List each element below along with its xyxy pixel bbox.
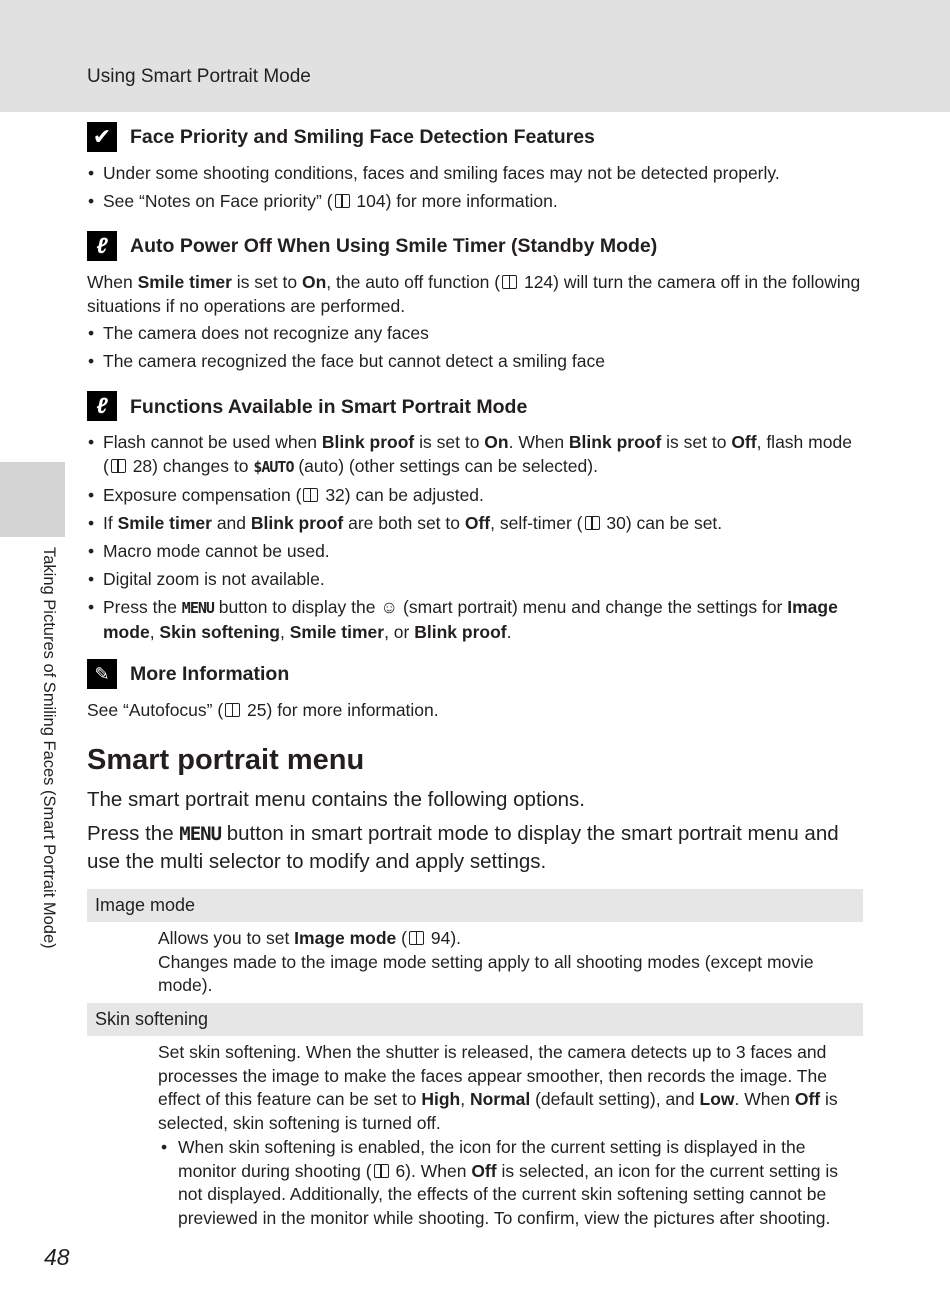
list-item: • The camera does not recognize any faces	[87, 321, 862, 345]
list-item: • The camera recognized the face but cannot detect a smiling face	[87, 349, 862, 373]
intro-paragraph: The smart portrait menu contains the following options.	[87, 788, 585, 811]
menu-button-icon: MENU	[179, 823, 222, 845]
list-item: • If Smile timer and Blink proof are both set to Off, self-timer ( 30) can be set.	[87, 511, 862, 535]
more-info-paragraph: See “Autofocus” ( 25) for more information.	[87, 700, 439, 720]
note-icon: ℓ	[87, 391, 117, 421]
section-heading-auto-power-off: Auto Power Off When Using Smile Timer (Standby Mode)	[130, 235, 658, 257]
running-header: Using Smart Portrait Mode	[87, 66, 311, 87]
book-reference-icon	[303, 488, 318, 502]
section-heading-face-priority: Face Priority and Smiling Face Detection Features	[130, 126, 595, 148]
skin-softening-list	[158, 1136, 858, 1230]
book-reference-icon	[374, 1164, 389, 1178]
functions-list	[87, 430, 862, 648]
section-heading-functions: Functions Available in Smart Portrait Mode	[130, 396, 528, 418]
menu-button-icon: MENU	[181, 599, 214, 617]
page-number: 48	[44, 1244, 70, 1270]
list-item: • See “Notes on Face priority” ( 104) for more information.	[87, 189, 862, 213]
more-info-icon: ✎	[87, 659, 117, 689]
list-item: • Under some shooting conditions, faces and smiling faces may not be detected properly.	[87, 161, 862, 185]
menu-option-image-mode: Image mode	[87, 889, 863, 922]
intro-paragraph-2: Press the MENU button in smart portrait mode to display the smart portrait menu and use the multi selector to modify and apply settings.	[87, 822, 839, 873]
section-heading-more-info: More Information	[130, 663, 290, 685]
book-reference-icon	[335, 194, 350, 208]
header-band	[0, 0, 950, 112]
menu-option-skin-softening: Skin softening	[87, 1003, 863, 1036]
list-item: • When skin softening is enabled, the icon for the current setting is displayed in the monitor during shooting ( 6). When Off is selected, an icon for the current setting is not displayed. Additionally, the effects of the current skin softening setting cannot be previewed in the monitor while shooting. To confirm, view the pictures after shooting.	[158, 1136, 858, 1230]
book-reference-icon	[111, 459, 126, 473]
image-mode-description: Allows you to set Image mode ( 94). Changes made to the image mode setting apply to all shooting modes (except movie mode).	[158, 928, 814, 995]
list-item: • Exposure compensation ( 32) can be adjusted.	[87, 483, 862, 507]
list-item: • Flash cannot be used when Blink proof is set to On. When Blink proof is set to Off, flash mode ( 28) changes to $AUTO (auto) (other settings can be selected).	[87, 430, 862, 479]
book-reference-icon	[409, 931, 424, 945]
note-icon: ℓ	[87, 231, 117, 261]
list-item: • Macro mode cannot be used.	[87, 539, 862, 563]
chapter-side-label: Taking Pictures of Smiling Faces (Smart Portrait Mode)	[40, 547, 58, 949]
list-item: • Press the MENU button to display the ☺ (smart portrait) menu and change the settings for Image mode, Skin softening, Smile timer, or Blink proof.	[87, 595, 862, 644]
flash-auto-icon: $AUTO	[253, 458, 294, 476]
book-reference-icon	[502, 275, 517, 289]
checkmark-icon: ✔	[87, 122, 117, 152]
auto-power-off-list	[87, 321, 862, 377]
list-item: • Digital zoom is not available.	[87, 567, 862, 591]
section-face-priority-list	[87, 161, 862, 217]
book-reference-icon	[585, 516, 600, 530]
chapter-tab	[0, 462, 65, 537]
auto-power-off-paragraph: When Smile timer is set to On, the auto off function ( 124) will turn the camera off in the following situations if no operations are performed.	[87, 272, 861, 316]
skin-softening-description: Set skin softening. When the shutter is released, the camera detects up to 3 faces and processes the image to make the faces appear smoother, then records the image. The effect of this feature can be set to High, Normal (default setting), and Low. When Off is selected, skin softening is turned off.	[158, 1042, 838, 1133]
page-title: Smart portrait menu	[87, 744, 365, 776]
smart-portrait-icon: ☺	[380, 597, 399, 617]
book-reference-icon	[225, 703, 240, 717]
